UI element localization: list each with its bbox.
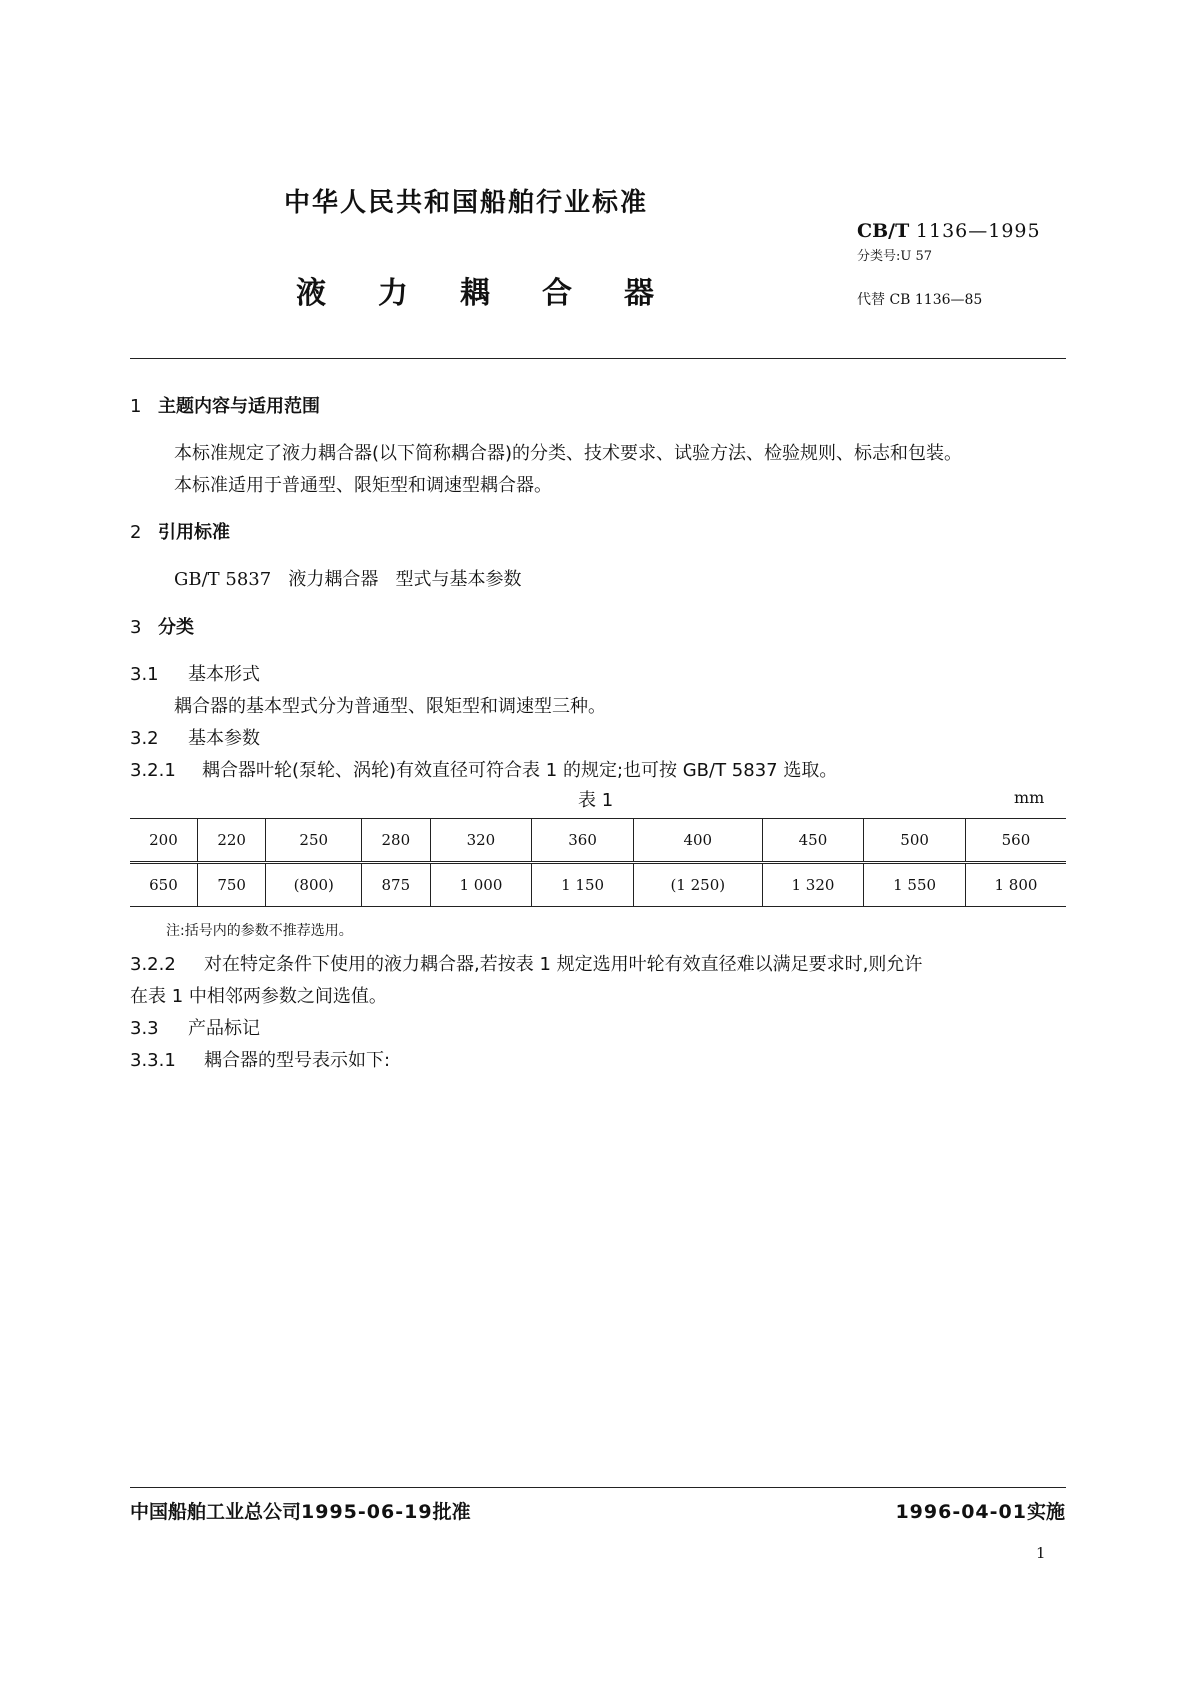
standard-code-prefix: CB/T xyxy=(857,220,910,242)
approval-org: 中国船舶工业总公司 xyxy=(130,1501,302,1523)
table-cell: 250 xyxy=(266,819,362,863)
referenced-standard: GB/T 5837 液力耦合器 型式与基本参数 xyxy=(174,569,522,590)
subsection-3-3-heading xyxy=(130,1014,260,1040)
section-1-paragraph-2: 本标准适用于普通型、限矩型和调速型耦合器。 xyxy=(174,475,552,496)
replaces-standard: 代替 CB 1136—85 xyxy=(857,292,983,308)
subsection-3-2-heading xyxy=(130,724,260,750)
approval-date: 1995-06-19 xyxy=(301,1501,433,1523)
section-title: 引用标准 xyxy=(158,522,230,543)
table-cell: 1 150 xyxy=(532,863,634,907)
section-number: 3 xyxy=(130,617,142,638)
standard-code-number: 1136—1995 xyxy=(915,220,1041,242)
header-divider xyxy=(130,358,1066,359)
subsection-3-2-2-continued: 在表 1 中相邻两参数之间选值。 xyxy=(130,986,387,1007)
table-cell: 220 xyxy=(197,819,266,863)
standard-org-title: 中华人民共和国船舶行业标准 xyxy=(284,188,649,218)
section-1-heading xyxy=(130,392,320,418)
subsection-text: 耦合器的型号表示如下: xyxy=(204,1050,391,1071)
table-row xyxy=(130,819,1066,863)
section-title: 分类 xyxy=(158,617,194,638)
subsection-number: 3.2.1 xyxy=(130,760,176,781)
table-cell: 560 xyxy=(965,819,1066,863)
table-cell: 1 800 xyxy=(965,863,1066,907)
table-cell: 750 xyxy=(197,863,266,907)
subsection-3-2-1 xyxy=(130,756,837,782)
classification-number: 分类号:U 57 xyxy=(857,249,933,264)
standard-code xyxy=(857,220,1041,242)
subsection-number: 3.3 xyxy=(130,1018,159,1039)
subsection-title: 基本参数 xyxy=(188,728,260,749)
page-number: 1 xyxy=(1036,1544,1046,1562)
section-3-heading xyxy=(130,613,194,639)
section-2-heading xyxy=(130,518,230,544)
table-cell: (800) xyxy=(266,863,362,907)
table-1-caption: 表 1 xyxy=(578,790,614,811)
subsection-number: 3.1 xyxy=(130,664,159,685)
effective-line xyxy=(895,1497,1065,1524)
table-cell: 1 320 xyxy=(762,863,864,907)
table-cell: 200 xyxy=(130,819,197,863)
table-cell: 450 xyxy=(762,819,864,863)
approval-line xyxy=(130,1497,471,1524)
footer-divider xyxy=(130,1487,1066,1488)
section-number: 1 xyxy=(130,396,142,417)
effective-word: 实施 xyxy=(1026,1501,1065,1523)
subsection-number: 3.3.1 xyxy=(130,1050,176,1071)
table-cell: (1 250) xyxy=(633,863,762,907)
table-cell: 280 xyxy=(362,819,431,863)
table-1 xyxy=(130,818,1066,907)
table-1-unit: mm xyxy=(1014,788,1045,807)
subsection-text: 耦合器叶轮(泵轮、涡轮)有效直径可符合表 1 的规定;也可按 GB/T 5837 选取。 xyxy=(202,760,838,781)
subsection-3-3-1 xyxy=(130,1046,390,1072)
table-cell: 500 xyxy=(864,819,966,863)
section-title: 主题内容与适用范围 xyxy=(158,396,320,417)
table-cell: 320 xyxy=(430,819,532,863)
subsection-3-2-2 xyxy=(130,950,922,976)
subsection-title: 基本形式 xyxy=(188,664,260,685)
section-number: 2 xyxy=(130,522,142,543)
effective-date: 1996-04-01 xyxy=(895,1501,1027,1523)
document-title: 液力耦合器 xyxy=(296,276,706,311)
subsection-number: 3.2 xyxy=(130,728,159,749)
subsection-3-1-text: 耦合器的基本型式分为普通型、限矩型和调速型三种。 xyxy=(174,696,606,717)
table-cell: 650 xyxy=(130,863,197,907)
subsection-text: 对在特定条件下使用的液力耦合器,若按表 1 规定选用叶轮有效直径难以满足要求时,则允许 xyxy=(204,954,923,975)
table-row xyxy=(130,863,1066,907)
approval-word: 批准 xyxy=(432,1501,471,1523)
subsection-number: 3.2.2 xyxy=(130,954,176,975)
table-cell: 360 xyxy=(532,819,634,863)
subsection-title: 产品标记 xyxy=(188,1018,260,1039)
table-cell: 875 xyxy=(362,863,431,907)
table-cell: 1 000 xyxy=(430,863,532,907)
table-1-note: 注:括号内的参数不推荐选用。 xyxy=(166,923,353,939)
table-cell: 1 550 xyxy=(864,863,966,907)
section-1-paragraph-1: 本标准规定了液力耦合器(以下简称耦合器)的分类、技术要求、试验方法、检验规则、标志和包装。 xyxy=(174,443,963,464)
table-cell: 400 xyxy=(633,819,762,863)
subsection-3-1-heading xyxy=(130,660,260,686)
